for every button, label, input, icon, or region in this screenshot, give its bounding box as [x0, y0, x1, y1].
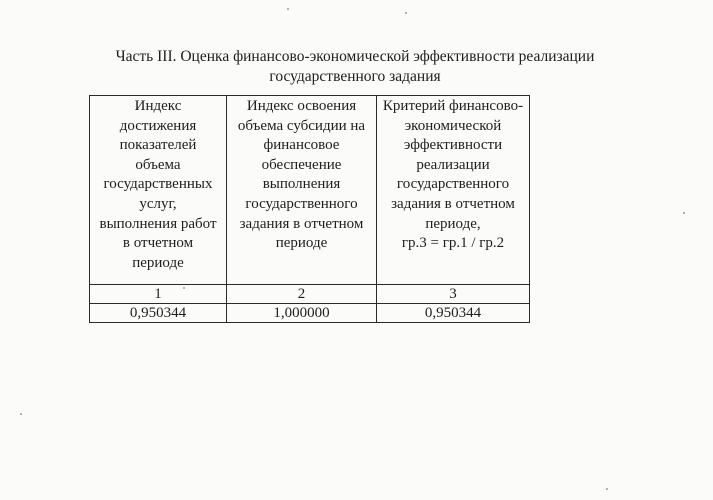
header-line: в отчетном — [122, 235, 194, 252]
header-line: государственного — [396, 176, 510, 193]
header-line: периоде, — [425, 215, 481, 232]
header-line: Критерий финансово- — [382, 98, 524, 114]
header-line: объема субсидии на — [237, 117, 366, 134]
header-line: услуг, — [139, 195, 177, 212]
header-line: государственных — [103, 176, 213, 193]
scan-speck — [183, 287, 185, 289]
title-line-2: государственного задания — [269, 68, 441, 85]
value-achievement-index: 0,950344 — [90, 304, 227, 323]
header-line: выполнения работ — [99, 215, 217, 232]
value-row — [90, 304, 530, 323]
header-line: периоде — [275, 235, 328, 252]
header-line: государственного — [245, 195, 358, 212]
header-line: периоде — [132, 254, 184, 271]
header-cell-subsidy-index — [227, 96, 377, 285]
document-title — [60, 47, 650, 87]
header-line: гр.3 = гр.1 / гр.2 — [401, 235, 505, 252]
column-number: 2 — [227, 285, 377, 304]
efficiency-table — [89, 95, 530, 323]
column-number: 1 — [90, 285, 227, 304]
scan-speck — [20, 413, 22, 415]
scan-speck — [683, 212, 685, 214]
header-line: достижения — [119, 117, 197, 134]
header-line: реализации — [416, 156, 490, 173]
header-line: выполнения — [262, 176, 341, 193]
value-efficiency-criterion: 0,950344 — [377, 304, 530, 323]
header-line: задания в отчетном — [391, 195, 515, 212]
header-line: обеспечение — [261, 156, 342, 173]
value-subsidy-index: 1,000000 — [227, 304, 377, 323]
title-line-1: Часть III. Оценка финансово-экономической эффективности реализации — [115, 48, 595, 65]
column-number-row — [90, 285, 530, 304]
scan-speck — [405, 12, 407, 14]
header-line: Индекс освоения — [246, 98, 357, 114]
header-line: задания в отчетном — [239, 215, 364, 232]
header-line: эффективности — [403, 137, 503, 154]
scan-speck — [287, 8, 289, 10]
header-line: экономической — [404, 117, 502, 134]
header-line: объема — [135, 156, 181, 173]
header-line: показателей — [119, 137, 197, 154]
header-line: финансовое — [263, 137, 340, 154]
column-number: 3 — [377, 285, 530, 304]
scan-speck — [606, 488, 608, 490]
header-cell-efficiency-criterion — [377, 96, 530, 285]
header-cell-achievement-index — [90, 96, 227, 285]
header-line: Индекс — [134, 98, 182, 114]
table-header-row — [90, 96, 530, 285]
